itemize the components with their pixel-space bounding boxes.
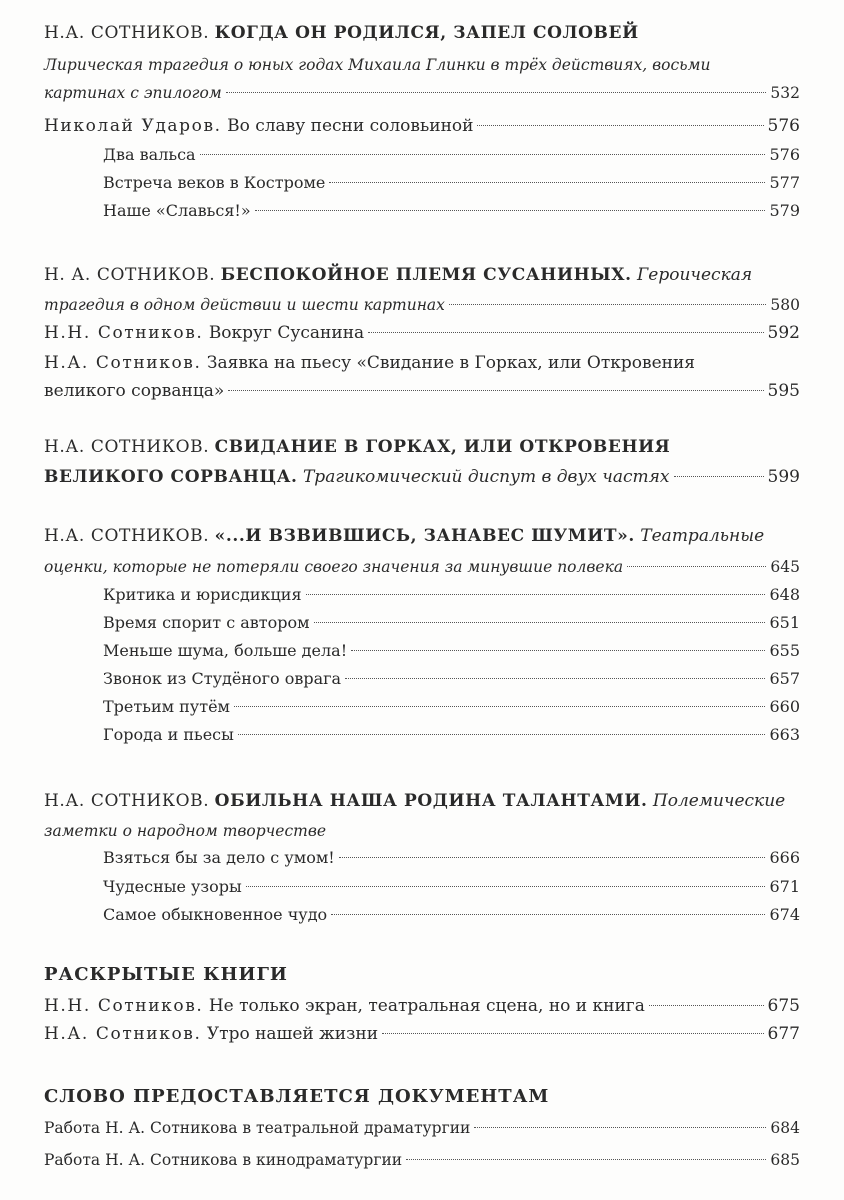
page-number: 657 <box>769 669 800 688</box>
toc-entry[interactable] <box>103 724 800 746</box>
section-subtitle: Трагикомический диспут в двух частях <box>302 467 670 487</box>
entry-title: Самое обыкновенное чудо <box>103 905 328 924</box>
dot-leader <box>345 678 765 679</box>
section-4-heading <box>44 525 800 547</box>
page-number: 674 <box>769 905 800 924</box>
toc-entry[interactable] <box>44 115 800 137</box>
toc-entry[interactable] <box>44 995 800 1017</box>
dot-leader <box>255 210 766 211</box>
section-1-heading <box>44 22 800 44</box>
page-number: 577 <box>769 173 800 192</box>
toc-entry[interactable] <box>103 904 800 926</box>
toc-entry[interactable] <box>103 172 800 194</box>
dot-leader <box>314 622 766 623</box>
section-author: Н.А. СОТНИКОВ. <box>44 791 210 811</box>
section-author: Н.А. СОТНИКОВ. <box>44 437 210 457</box>
entry-title: Работа Н. А. Сотникова в кинодраматургии <box>44 1151 403 1169</box>
dot-leader <box>474 1127 766 1128</box>
section-author: Н.А. СОТНИКОВ. <box>44 526 210 546</box>
page-number: 576 <box>769 145 800 164</box>
section-7-heading: СЛОВО ПРЕДОСТАВЛЯЕТСЯ ДОКУМЕНТАМ <box>44 1086 550 1107</box>
entry-author: Н.А. Сотников. <box>44 1024 202 1044</box>
page-number: 648 <box>769 585 800 604</box>
dot-leader <box>368 332 763 333</box>
entry-title-continued: великого сорванца» <box>44 381 225 401</box>
toc-entry[interactable] <box>103 847 800 869</box>
dot-leader <box>627 566 766 567</box>
entry-title: Время спорит с автором <box>103 613 310 632</box>
entry-title: Два вальса <box>103 145 196 164</box>
toc-entry[interactable] <box>103 696 800 718</box>
page-number: 592 <box>767 323 800 343</box>
dot-leader <box>382 1033 763 1034</box>
dot-leader <box>234 706 765 707</box>
toc-entry[interactable] <box>44 1149 800 1171</box>
section-subtitle: оценки, которые не потеряли своего значения за минувшие полвека <box>44 558 624 576</box>
toc-entry-line[interactable] <box>44 352 800 374</box>
page-number: 595 <box>767 381 800 401</box>
dot-leader <box>246 886 766 887</box>
section-3-heading <box>44 436 800 458</box>
entry-author: Н.Н. Сотников. <box>44 323 204 343</box>
toc-entry[interactable] <box>103 668 800 690</box>
page-number: 663 <box>769 725 800 744</box>
dot-leader <box>331 914 765 915</box>
section-author: Н.А. СОТНИКОВ. <box>44 23 210 43</box>
entry-author: Николай Ударов. <box>44 116 222 136</box>
toc-entry[interactable] <box>103 612 800 634</box>
page-number: 599 <box>767 467 800 487</box>
entry-title: Встреча веков в Костроме <box>103 173 326 192</box>
section-title: КОГДА ОН РОДИЛСЯ, ЗАПЕЛ СОЛОВЕЙ <box>214 23 639 43</box>
dot-leader <box>351 650 765 651</box>
dot-leader <box>228 390 763 391</box>
section-title: «...И ВЗВИВШИСЬ, ЗАНАВЕС ШУМИТ». <box>214 526 635 546</box>
section-subtitle: Театральные <box>640 526 765 546</box>
entry-title: Третьим путём <box>103 697 230 716</box>
page-number: 684 <box>770 1119 800 1137</box>
page-number: 576 <box>767 116 800 136</box>
section-5-heading <box>44 790 800 812</box>
entry-title: Взяться бы за дело с умом! <box>103 848 335 867</box>
page-number: 579 <box>769 201 800 220</box>
toc-entry[interactable] <box>44 82 800 104</box>
entry-title: Чудесные узоры <box>103 877 242 896</box>
entry-title: Звонок из Студёного оврага <box>103 669 342 688</box>
section-subtitle: Лирическая трагедия о юных годах Михаила Глинки в трёх действиях, восьми <box>44 56 711 74</box>
entry-title: Критика и юрисдикция <box>103 585 302 604</box>
dot-leader <box>339 857 766 858</box>
entry-title: Работа Н. А. Сотникова в театральной драматургии <box>44 1119 471 1137</box>
entry-author: Н.Н. Сотников. <box>44 996 204 1016</box>
section-6-heading: РАСКРЫТЫЕ КНИГИ <box>44 964 288 985</box>
section-subtitle: Героическая <box>637 265 753 285</box>
dot-leader <box>226 92 767 93</box>
entry-title: Меньше шума, больше дела! <box>103 641 348 660</box>
dot-leader <box>406 1159 766 1160</box>
section-title: ОБИЛЬНА НАША РОДИНА ТАЛАНТАМИ. <box>214 791 648 811</box>
section-title: БЕСПОКОЙНОЕ ПЛЕМЯ СУСАНИНЫХ. <box>220 265 632 285</box>
entry-title: Города и пьесы <box>103 725 234 744</box>
page-number: 651 <box>769 613 800 632</box>
entry-title: Вокруг Сусанина <box>208 323 365 343</box>
page-number: 675 <box>767 996 800 1016</box>
page-number: 660 <box>769 697 800 716</box>
toc-entry[interactable] <box>44 322 800 344</box>
toc-entry[interactable] <box>44 556 800 578</box>
section-title: СВИДАНИЕ В ГОРКАХ, ИЛИ ОТКРОВЕНИЯ <box>214 437 671 457</box>
entry-title: Наше «Славься!» <box>103 201 251 220</box>
page-number: 645 <box>770 558 800 576</box>
entry-title: Заявка на пьесу «Свидание в Горках, или Откровения <box>206 353 696 373</box>
toc-entry[interactable] <box>44 380 800 402</box>
section-author: Н. А. СОТНИКОВ. <box>44 265 216 285</box>
page-number: 671 <box>769 877 800 896</box>
entry-author: Н.А. Сотников. <box>44 353 202 373</box>
dot-leader <box>649 1005 764 1006</box>
dot-leader <box>674 476 764 477</box>
toc-entry[interactable] <box>103 200 800 222</box>
entry-title: Не только экран, театральная сцена, но и книга <box>208 996 645 1016</box>
section-subtitle: картинах с эпилогом <box>44 84 222 102</box>
page-number: 685 <box>770 1151 800 1169</box>
toc-entry[interactable] <box>103 876 800 898</box>
toc-entry[interactable] <box>44 466 800 488</box>
section-subtitle: заметки о народном творчестве <box>44 822 327 840</box>
toc-entry[interactable] <box>44 1117 800 1139</box>
page-number: 666 <box>769 848 800 867</box>
page-number: 532 <box>770 84 800 102</box>
dot-leader <box>477 125 763 126</box>
entry-title: Утро нашей жизни <box>206 1024 379 1044</box>
toc-entry[interactable] <box>44 1023 800 1045</box>
section-subtitle: Полемические <box>652 791 786 811</box>
toc-entry[interactable] <box>103 584 800 606</box>
toc-entry[interactable] <box>103 640 800 662</box>
dot-leader <box>306 594 766 595</box>
dot-leader <box>449 304 767 305</box>
dot-leader <box>238 734 766 735</box>
page-number: 655 <box>769 641 800 660</box>
section-title-continued: ВЕЛИКОГО СОРВАНЦА. <box>44 467 298 487</box>
page-number: 677 <box>767 1024 800 1044</box>
dot-leader <box>329 182 765 183</box>
entry-title: Во славу песни соловьиной <box>227 116 474 136</box>
dot-leader <box>200 154 766 155</box>
toc-entry[interactable] <box>103 144 800 166</box>
section-2-heading <box>44 264 800 286</box>
toc-entry[interactable] <box>44 294 800 316</box>
section-subtitle: трагедия в одном действии и шести картинах <box>44 296 445 314</box>
page-number: 580 <box>770 296 800 314</box>
